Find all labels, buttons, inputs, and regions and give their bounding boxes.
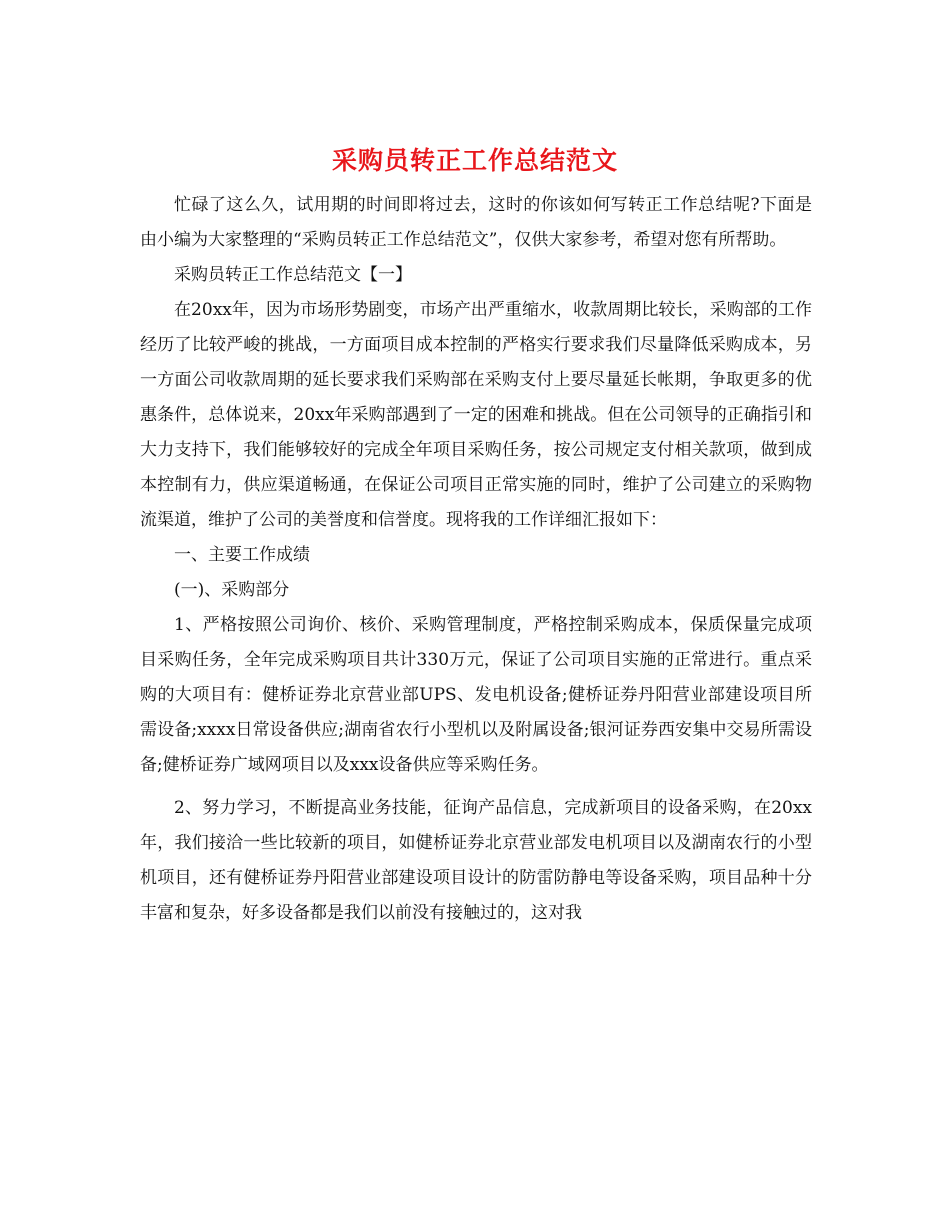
section-heading-sample-one: 采购员转正工作总结范文【一】 xyxy=(174,265,412,285)
heading-procurement-part: (一)、采购部分 xyxy=(174,580,290,600)
summary-paragraph: 在20xx年，因为市场形势剧变，市场产出严重缩水，收款周期比较长，采购部的工作经历了比较严峻的挑战，一方面项目成本控制的严格实行要求我们尽量降低采购成本，另一方面公司收款周期的延长要求我们采购部在采购支付上要尽量延长帐期，争取更多的优惠条件，总体说来，20xx年采购部遇到了一定的困难和挑战。但在公司领导的正确指引和大力支持下，我们能够较好的完成全年项目采购任务，按公司规定支付相关款项，做到成本控制有力，供应渠道畅通，在保证公司项目正常实施的同时，维护了公司建立的采购物流渠道，维护了公司的美誉度和信誉度。现将我的工作详细汇报如下： xyxy=(140,300,812,530)
item-paragraph-2: 2、努力学习，不断提高业务技能，征询产品信息，完成新项目的设备采购，在20xx年，我们接洽一些比较新的项目，如健桥证券北京营业部发电机项目以及湖南农行的小型机项目，还有健桥证券丹阳营业部建设项目设计的防雷防静电等设备采购，项目品种十分丰富和复杂，好多设备都是我们以前没有接触过的，这对我 xyxy=(140,798,812,923)
heading-main-achievements: 一、主要工作成绩 xyxy=(174,545,310,565)
document-body xyxy=(140,188,812,931)
document-title: 采购员转正工作总结范文 xyxy=(331,146,618,175)
item-paragraph-1: 1、严格按照公司询价、核价、采购管理制度，严格控制采购成本，保质保量完成项目采购任务，全年完成采购项目共计330万元，保证了公司项目实施的正常进行。重点采购的大项目有：健桥证券北京营业部UPS、发电机设备;健桥证券丹阳营业部建设项目所需设备;xxxx日常设备供应;湖南省农行小型机以及附属设备;银河证券西安集中交易所需设备;健桥证券广域网项目以及xxx设备供应等采购任务。 xyxy=(140,615,812,775)
intro-paragraph: 忙碌了这么久，试用期的时间即将过去，这时的你该如何写转正工作总结呢?下面是由小编为大家整理的“采购员转正工作总结范文”，仅供大家参考，希望对您有所帮助。 xyxy=(140,195,812,250)
